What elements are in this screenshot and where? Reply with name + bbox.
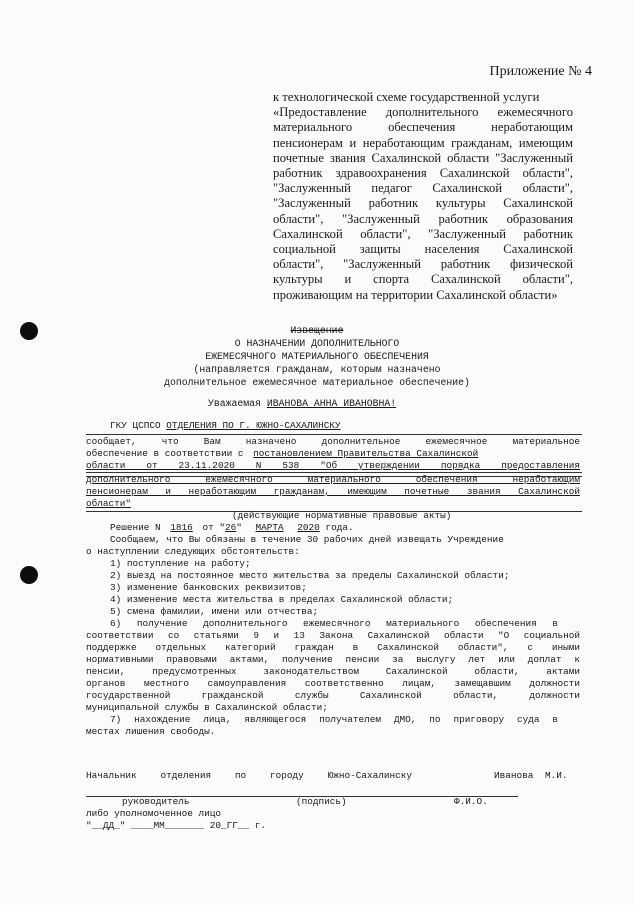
header-line: "Заслуженный работник культуры Сахалинской xyxy=(273,196,573,211)
header-line: работник здравоохранения Сахалинской области", xyxy=(273,166,573,181)
role-caption: руководитель xyxy=(122,796,190,807)
header-line: проживающим на территории Сахалинской области» xyxy=(273,287,558,302)
org-prefix: ГКУ ЦСПСО xyxy=(110,420,161,431)
notice-subtitle: О НАЗНАЧЕНИИ ДОПОЛНИТЕЛЬНОГО xyxy=(234,338,400,349)
header-line: материального обеспечения неработающим xyxy=(273,120,573,135)
decision-month: МАРТА xyxy=(255,522,284,533)
decree-line: дополнительного ежемесячного материального обеспечения неработающим xyxy=(86,474,580,485)
org-line xyxy=(110,420,341,432)
notice-title: Извещение xyxy=(290,325,344,336)
list-item-cont: органов местного самоуправления соответственно лицам, замещавшим должности xyxy=(86,678,580,689)
decree-line: области от 23.11.2020 N 538 "Об утверждении порядка предоставления xyxy=(86,460,580,471)
recipient-name: ИВАНОВА АННА ИВАНОВНА! xyxy=(266,398,397,409)
decision-day: 26 xyxy=(224,522,237,533)
fio-caption: Ф.И.О. xyxy=(454,796,488,807)
alt-caption: либо уполномоченное лицо xyxy=(86,808,222,819)
greeting-prefix: Уважаемая xyxy=(208,398,261,409)
list-item: 5) смена фамилии, имени или отчества; xyxy=(110,606,319,617)
list-item: 2) выезд на постоянное место жительства за пределы Сахалинской области; xyxy=(110,570,510,581)
list-item: 7) нахождение лица, являющегося получателем ДМО, по приговору суда в xyxy=(110,714,558,725)
list-item: 6) получение дополнительного ежемесячного материального обеспечения в xyxy=(110,618,558,629)
decision-number: 1816 xyxy=(170,522,193,533)
body-line xyxy=(86,448,478,460)
body-line: сообщает, что Вам назначено дополнительное ежемесячное материальное xyxy=(86,436,580,447)
body-text: обеспечение в соответствии с xyxy=(86,448,244,459)
date-line: "__ДД_" ____ММ_______ 20_ГГ__ г. xyxy=(86,820,267,831)
header-line: области", "Заслуженный работник физической xyxy=(273,257,573,272)
notice-note: дополнительное ежемесячное материальное обеспечение) xyxy=(164,377,470,388)
decree-text: постановлением Правительства Сахалинской xyxy=(253,448,479,459)
list-item-cont: муниципальной службы в Сахалинской области; xyxy=(86,702,328,713)
header-line: почетные звания Сахалинской области "Заслуженный xyxy=(273,150,573,165)
org-name: ОТДЕЛЕНИЯ ПО Г. ЮЖНО-САХАЛИНСКУ xyxy=(166,420,341,431)
signer-name: Иванова М.И. xyxy=(494,770,568,781)
decision-year: 2020 xyxy=(297,522,320,533)
list-item-cont: местах лишения свободы. xyxy=(86,726,216,737)
header-line: культуры и спорта Сахалинской области", xyxy=(273,272,573,287)
list-item-cont: соответствии со статьями 9 и 13 Закона Сахалинской области "О социальной xyxy=(86,630,580,641)
punch-hole xyxy=(20,566,38,584)
list-item: 1) поступление на работу; xyxy=(110,558,251,569)
body-line: Сообщаем, что Вы обязаны в течение 30 рабочих дней извещать Учреждение xyxy=(110,534,504,545)
sign-caption: (подпись) xyxy=(296,796,347,807)
header-line: социальной защиты населения Сахалинской xyxy=(273,242,573,257)
notice-subtitle: ЕЖЕМЕСЯЧНОГО МАТЕРИАЛЬНОГО ОБЕСПЕЧЕНИЯ xyxy=(205,351,429,362)
header-line: «Предоставление дополнительного ежемесячного xyxy=(273,105,573,120)
list-item: 3) изменение банковских реквизитов; xyxy=(110,582,307,593)
list-item-cont: пенсии, предусмотренных законодательством Сахалинской области, актами xyxy=(86,666,580,677)
decision-suffix: года. xyxy=(325,522,354,533)
greeting xyxy=(208,398,396,410)
list-item-cont: нормативными правовыми актами, получение пенсии за выслугу лет или доплат к xyxy=(86,654,580,665)
decision-line xyxy=(110,522,354,534)
decree-line: области" xyxy=(86,498,132,509)
header-block xyxy=(273,90,573,303)
notice-note: (направляется гражданам, которым назначено xyxy=(193,364,441,375)
appendix-title: Приложение № 4 xyxy=(489,64,592,79)
signer-position: Начальник отделения по городу Южно-Сахалинску xyxy=(86,770,412,781)
acts-caption: (действующие нормативные правовые акты) xyxy=(232,510,452,521)
header-line: к технологической схеме государственной услуги xyxy=(273,90,540,104)
list-item-cont: поддержке отдельных категорий граждан в Сахалинской области", с иными xyxy=(86,642,580,653)
decree-line: пенсионерам и неработающим гражданам, имеющим почетные звания Сахалинской xyxy=(86,486,580,497)
divider xyxy=(86,434,582,435)
header-line: пенсионерам и неработающим гражданам, имеющим xyxy=(273,135,573,150)
list-item-cont: государственной гражданской службы Сахалинской области, должности xyxy=(86,690,580,701)
decision-from: от " xyxy=(202,522,225,533)
header-line: "Заслуженный педагог Сахалинской области", xyxy=(273,181,573,196)
list-item: 4) изменение места жительства в пределах Сахалинской области; xyxy=(110,594,454,605)
decision-prefix: Решение N xyxy=(110,522,161,533)
body-line: о наступлении следующих обстоятельств: xyxy=(86,546,300,557)
header-line: Сахалинской области", "Заслуженный работник xyxy=(273,226,573,241)
decision-quote: " xyxy=(236,522,242,533)
header-line: области", "Заслуженный работник образования xyxy=(273,211,573,226)
